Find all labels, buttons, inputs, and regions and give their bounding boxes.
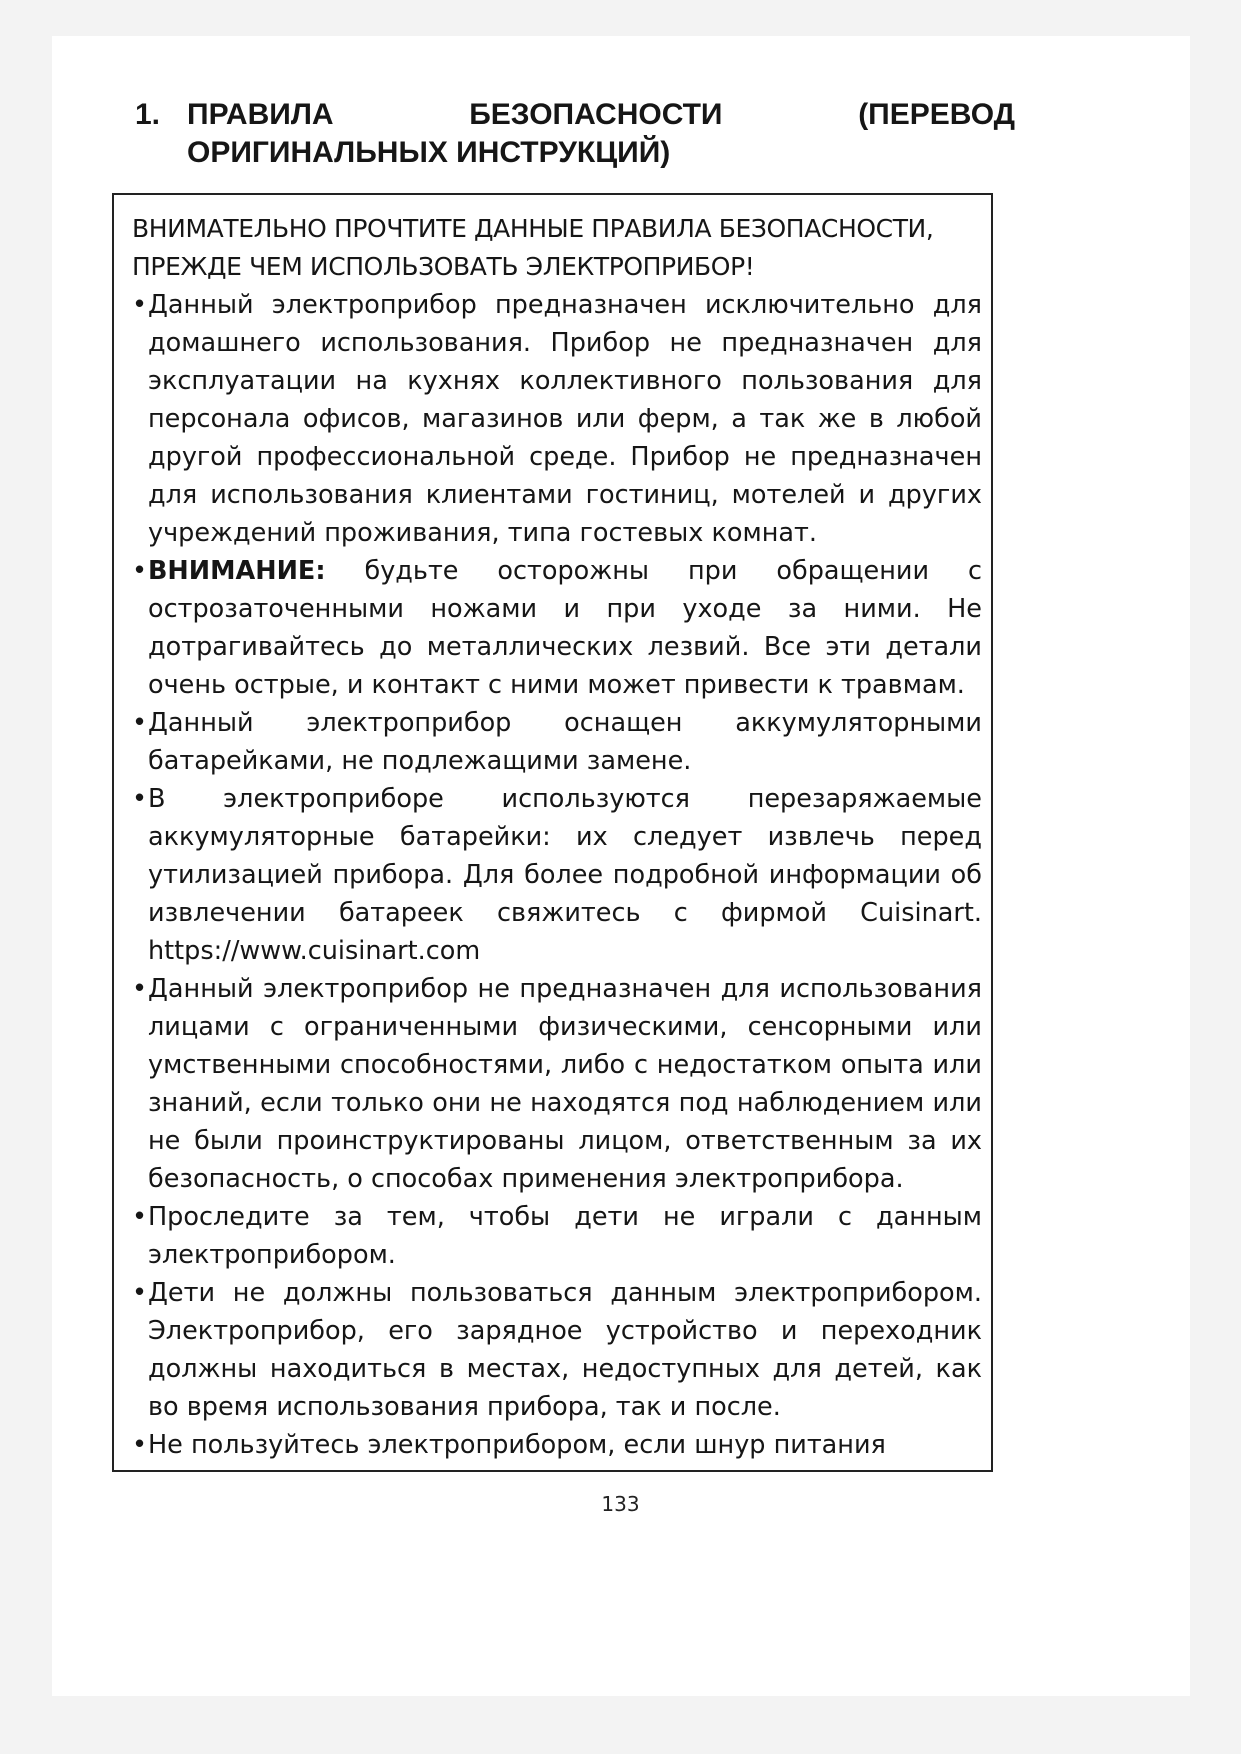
rule-item-3 (132, 704, 982, 780)
rule-text: Дети не должны пользоваться данным электроприбором. Электроприбор, его зарядное устройство и переходник должны находиться в местах, недоступных для детей, как во время использования прибора, так и после. (148, 1278, 982, 1422)
rule-text: В электроприборе используются перезаряжаемые аккумуляторные батарейки: их следует извлечь перед утилизацией прибора. Для более подробной информации об извлечении батареек свяжитесь с фирмой Cuisinart. https://www.cuisinart.com (148, 784, 982, 966)
section-title: ПРАВИЛА БЕЗОПАСНОСТИ (ПЕРЕВОД ОРИГИНАЛЬНЫХ ИНСТРУКЦИЙ) (187, 98, 1015, 169)
warning-label: ВНИМАНИЕ: (148, 556, 326, 586)
rule-item-4 (132, 780, 982, 970)
rule-text: Проследите за тем, чтобы дети не играли с данным электроприбором. (148, 1202, 982, 1270)
rule-text: Данный электроприбор оснащен аккумуляторными батарейками, не подлежащими замене. (148, 708, 982, 776)
rule-text: Данный электроприбор не предназначен для использования лицами с ограниченными физическими, сенсорными или умственными способностями, либо с недостатком опыта или знаний, если только они не находятся под наблюдением или не были проинструктированы лицом, ответственным за их безопасность, о способах применения электроприбора. (148, 974, 982, 1194)
rule-item-7 (132, 1274, 982, 1426)
section-number: 1. (135, 98, 161, 131)
rule-item-8 (132, 1426, 982, 1464)
rule-item-2 (132, 552, 982, 704)
section-heading (135, 96, 1015, 172)
rule-item-5 (132, 970, 982, 1198)
rule-text: Не пользуйтесь электроприбором, если шнур питания (148, 1430, 886, 1460)
page-number: 133 (601, 1492, 640, 1516)
rule-text: будьте осторожны при обращении с острозаточенными ножами и при уходе за ними. Не дотрагивайтесь до металлических лезвий. Все эти детали очень острые, и контакт с ними может привести к травмам. (148, 556, 982, 700)
rule-text: Данный электроприбор предназначен исключительно для домашнего использования. Прибор не предназначен для эксплуатации на кухнях коллективного пользования для персонала офисов, магазинов или ферм, а так же в любой другой профессиональной среде. Прибор не предназначен для использования клиентами гостиниц, мотелей и других учреждений проживания, типа гостевых комнат. (148, 290, 982, 548)
safety-rules-list (132, 286, 982, 1464)
safety-content (132, 210, 982, 1464)
rule-item-1 (132, 286, 982, 552)
safety-intro: ВНИМАТЕЛЬНО ПРОЧТИТЕ ДАННЫЕ ПРАВИЛА БЕЗОПАСНОСТИ, ПРЕЖДЕ ЧЕМ ИСПОЛЬЗОВАТЬ ЭЛЕКТРОПРИБОР! (132, 214, 934, 281)
rule-item-6 (132, 1198, 982, 1274)
